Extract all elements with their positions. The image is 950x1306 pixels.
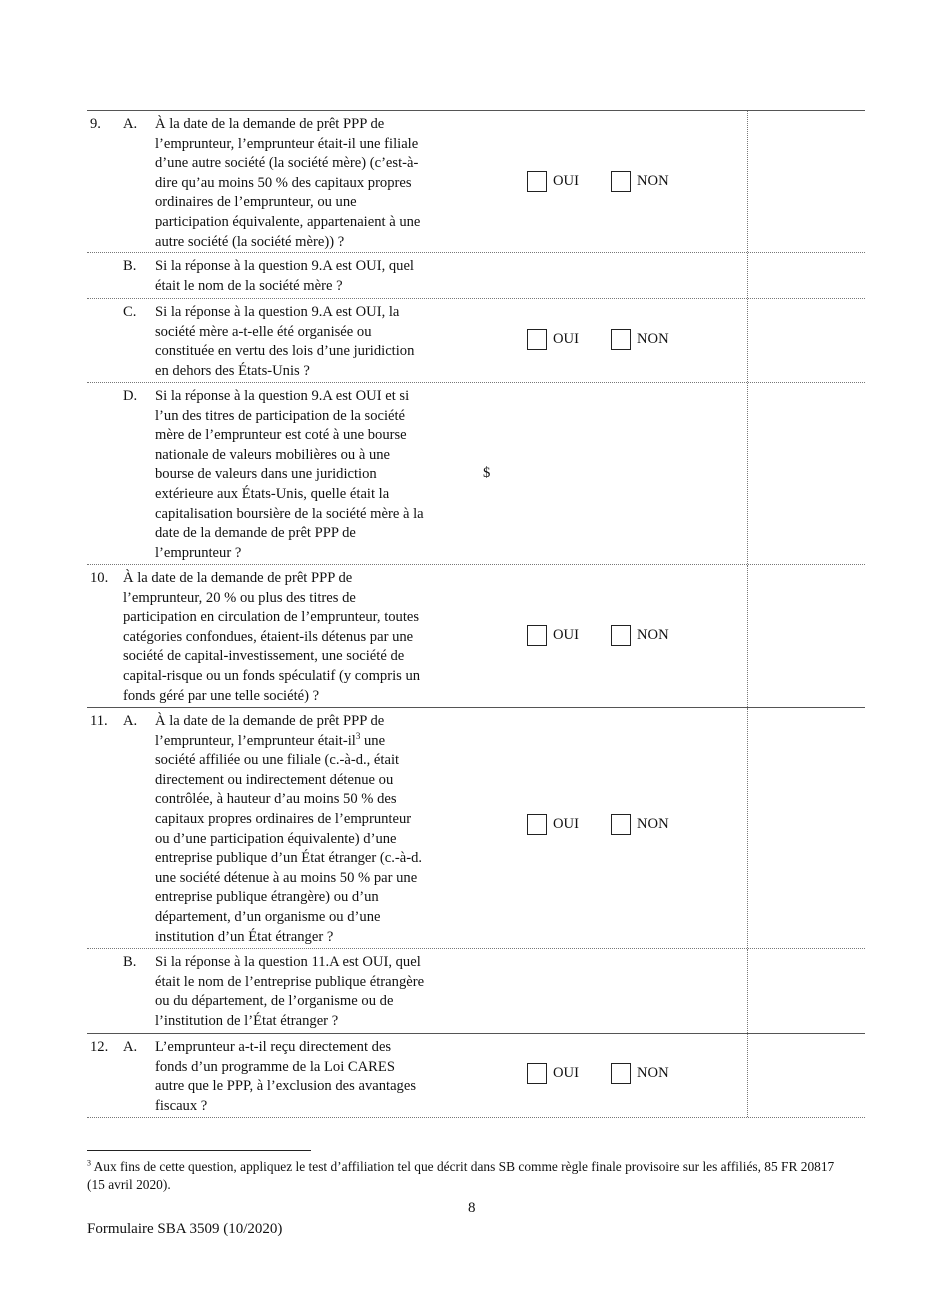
footnote (87, 1158, 847, 1194)
question-9d-row (87, 383, 865, 565)
no-checkbox[interactable] (611, 814, 631, 835)
question-11b-row (87, 949, 865, 1034)
no-checkbox[interactable] (611, 171, 631, 192)
question-10-row (87, 565, 865, 708)
no-checkbox[interactable] (611, 329, 631, 350)
no-label: NON (637, 815, 669, 832)
question-letter: D. (123, 388, 138, 404)
yes-checkbox[interactable] (527, 1063, 547, 1084)
question-number: 12. (90, 1039, 109, 1055)
form-identifier: Formulaire SBA 3509 (10/2020) (87, 1221, 283, 1237)
yes-label: OUI (553, 1064, 579, 1081)
column-divider (747, 708, 748, 948)
question-letter: C. (123, 304, 137, 320)
no-label: NON (637, 1064, 669, 1081)
question-9b-row (87, 253, 865, 299)
question-11a-row (87, 708, 865, 949)
question-9c-row (87, 299, 865, 383)
no-checkbox[interactable] (611, 625, 631, 646)
yes-label: OUI (553, 626, 579, 643)
column-divider (747, 299, 748, 382)
question-11b-text: Si la réponse à la question 11.A est OUI, quel était le nom de l’entreprise publique étrangère ou du département, de l’organisme ou de l’institution de l’État étranger ? (155, 954, 425, 1029)
question-number: 11. (90, 713, 108, 729)
question-10-text: À la date de la demande de prêt PPP de l’emprunteur, 20 % ou plus des titres de participation en circulation de l’emprunteur, toutes catégories confondues, étaient-ils détenus par une société de capital-investissement, une société de capital-risque ou un fonds spéculatif (y compris un fonds géré par une telle société) ? (123, 570, 421, 704)
question-letter: B. (123, 954, 137, 970)
question-9a-text: À la date de la demande de prêt PPP de l’emprunteur, l’emprunteur était-il une filiale d’une autre société (la société mère) (c’est-à- dire qu’au moins 50 % des capitaux propres ordinaires de l’emprunteur, ou une participation équivalente, appartenaient à une autre société (la société mère)) ? (155, 116, 421, 250)
footnote-separator (87, 1150, 311, 1151)
yes-checkbox[interactable] (527, 171, 547, 192)
page-number: 8 (468, 1200, 476, 1216)
question-letter: A. (123, 1039, 138, 1055)
no-checkbox[interactable] (611, 1063, 631, 1084)
yes-no-choice (527, 329, 669, 350)
yes-label: OUI (553, 815, 579, 832)
question-11a-text-after: une société affiliée ou une filiale (c.-à-d., était directement ou indirectement détenue ou contrôlée, à hauteur d’au moins 50 % des capitaux propres ordinaires de l’emprunteur ou d’une participation équivalente) d’une entreprise publique d’un État étranger (c.-à-d. une société détenue à au moins 50 % par une entreprise publique étrangère) ou d’un département, d’un organisme ou d’une institution d’un État étranger ? (155, 732, 423, 945)
question-9c-text: Si la réponse à la question 9.A est OUI, la société mère a-t-elle été organisée ou constituée en vertu des lois d’une juridiction en dehors des États-Unis ? (155, 304, 415, 379)
no-label: NON (637, 330, 669, 347)
question-number: 10. (90, 570, 109, 586)
question-12a-row (87, 1034, 865, 1118)
question-9b-text: Si la réponse à la question 9.A est OUI, quel était le nom de la société mère ? (155, 258, 414, 294)
yes-checkbox[interactable] (527, 814, 547, 835)
question-number: 9. (90, 116, 101, 132)
yes-no-choice (527, 171, 669, 192)
currency-symbol: $ (483, 465, 491, 481)
yes-label: OUI (553, 172, 579, 189)
yes-label: OUI (553, 330, 579, 347)
column-divider (747, 253, 748, 298)
yes-checkbox[interactable] (527, 329, 547, 350)
column-divider (747, 949, 748, 1033)
question-11a-text (155, 708, 477, 950)
yes-checkbox[interactable] (527, 625, 547, 646)
question-letter: B. (123, 258, 137, 274)
questions-table (87, 110, 865, 1118)
question-11a-text-before: À la date de la demande de prêt PPP de l’emprunteur, l’emprunteur était-il (155, 713, 385, 749)
question-letter: A. (123, 116, 138, 132)
question-9d-text: Si la réponse à la question 9.A est OUI et si l’un des titres de participation de la société mère de l’emprunteur est coté à une bourse nationale de valeurs mobilières ou à une bourse de valeurs dans une juridiction extérieure aux États-Unis, quelle était la capitalisation boursière de la société mère à la date de la demande de prêt PPP de l’emprunteur ? (155, 388, 424, 561)
question-12a-text: L’emprunteur a-t-il reçu directement des fonds d’un programme de la Loi CARES autre que le PPP, à l’exclusion des avantages fiscaux ? (155, 1039, 416, 1114)
footnote-text: Aux fins de cette question, appliquez le test d’affiliation tel que décrit dans SB comme règle finale provisoire sur les affiliés, 85 FR 20817 (15 avril 2020). (87, 1159, 835, 1192)
column-divider (747, 1034, 748, 1117)
column-divider (747, 565, 748, 707)
yes-no-choice (527, 1063, 669, 1084)
column-divider (747, 111, 748, 252)
footnote-mark: 3 (87, 1158, 91, 1168)
question-letter: A. (123, 713, 138, 729)
no-label: NON (637, 172, 669, 189)
no-label: NON (637, 626, 669, 643)
question-9a-row (87, 110, 865, 253)
footnote-reference: 3 (355, 730, 361, 741)
yes-no-choice (527, 625, 669, 646)
column-divider (747, 383, 748, 564)
yes-no-choice (527, 814, 669, 835)
